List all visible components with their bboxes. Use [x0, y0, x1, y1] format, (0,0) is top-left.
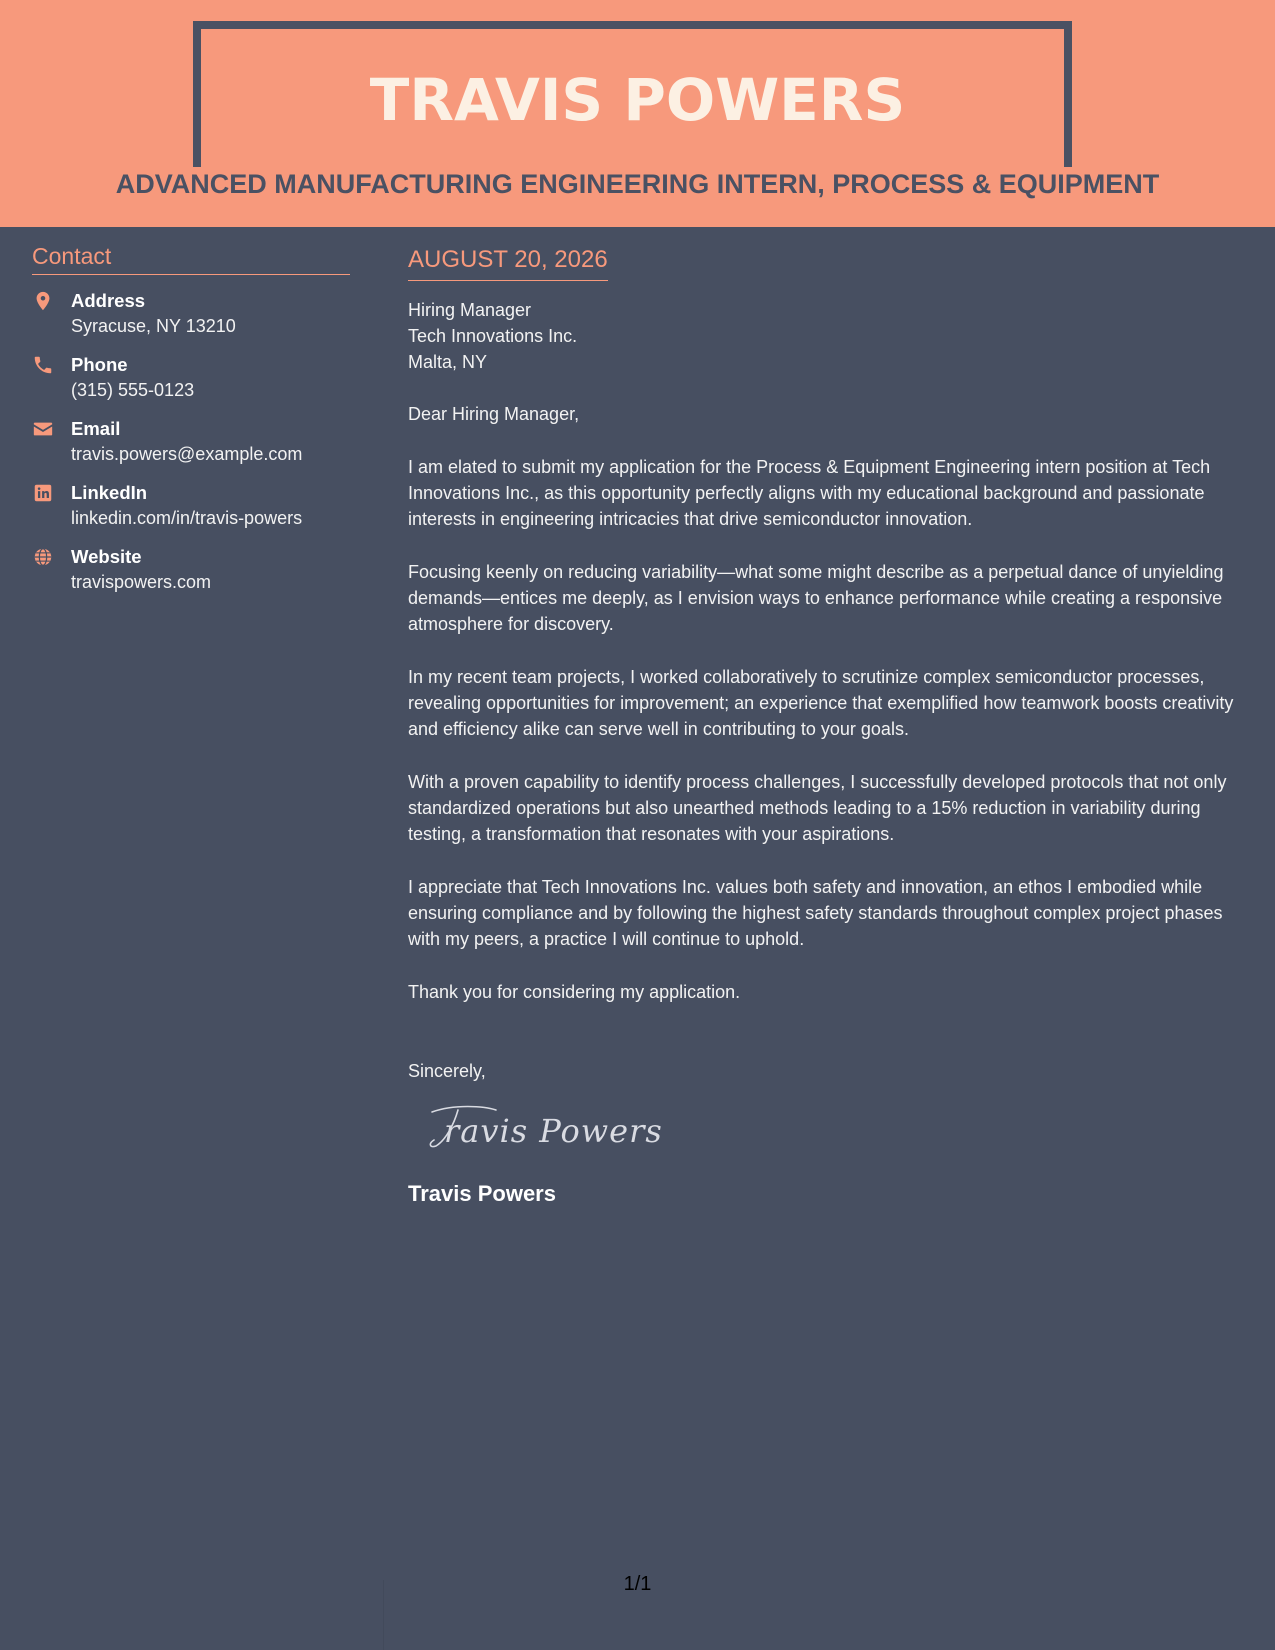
envelope-icon: [32, 418, 54, 440]
letter-body: [408, 245, 1254, 1209]
contact-label: Email: [71, 418, 121, 439]
phone-icon: [32, 354, 54, 376]
linkedin-value: linkedin.com/in/travis-powers: [71, 508, 303, 528]
address-value: Syracuse, NY 13210: [71, 316, 236, 336]
thank-you-paragraph: Thank you for considering my application.: [408, 982, 741, 1002]
salutation: Dear Hiring Manager,: [408, 404, 580, 424]
recipient-block: [408, 297, 1254, 375]
contact-label: Phone: [71, 354, 128, 375]
contact-label: Website: [71, 546, 142, 567]
contact-sidebar: [32, 241, 350, 595]
page-number: 1/1: [623, 1573, 652, 1595]
body-paragraph: Focusing keenly on reducing variability—what some might describe as a perpetual dance of unyielding demands—entices me deeply, as I envision ways to enhance performance while creating a responsive atmosphere for discovery.: [408, 562, 1224, 634]
contact-item-phone: [32, 352, 350, 403]
recipient-line: Tech Innovations Inc.: [408, 326, 578, 346]
letter-date: AUGUST 20, 2026: [408, 245, 608, 281]
contact-item-address: [32, 288, 350, 339]
header-banner: [0, 0, 1275, 227]
linkedin-icon: [32, 482, 54, 504]
body-paragraph: In my recent team projects, I worked collaboratively to scrutinize complex semiconductor processes, revealing opportunities for improvement; an experience that exemplified how teamwork boosts creativity and efficiency alike can serve well in contributing to your goals.: [408, 667, 1234, 739]
contact-label: LinkedIn: [71, 482, 148, 503]
globe-icon: [32, 546, 54, 568]
job-title: ADVANCED MANUFACTURING ENGINEERING INTERN, PROCESS & EQUIPMENT: [115, 169, 1160, 199]
recipient-line: Malta, NY: [408, 352, 488, 372]
column-divider: [383, 1580, 384, 1650]
contact-item-email: [32, 416, 350, 467]
signer-name: Travis Powers: [408, 1181, 556, 1206]
body-paragraph: With a proven capability to identify process challenges, I successfully developed protocols that not only standardized operations but also unearthed methods leading to a 15% reduction in variability during testing, a transformation that resonates with your aspirations.: [408, 772, 1227, 844]
contact-label: Address: [71, 290, 146, 311]
signature-image: [424, 1098, 674, 1158]
recipient-line: Hiring Manager: [408, 300, 532, 320]
contact-item-linkedin: [32, 480, 350, 531]
website-value: travispowers.com: [71, 572, 212, 592]
contact-item-website: [32, 544, 350, 595]
closing: Sincerely,: [408, 1061, 486, 1081]
map-pin-icon: [32, 290, 54, 312]
contact-heading: Contact: [32, 241, 350, 275]
email-value: travis.powers@example.com: [71, 444, 303, 464]
svg-text:ravis Powers: ravis Powers: [444, 1112, 663, 1150]
phone-value: (315) 555-0123: [71, 380, 195, 400]
body-paragraph: I appreciate that Tech Innovations Inc. values both safety and innovation, an ethos I embodied while ensuring compliance and by following the highest safety standards throughout complex project phases with my peers, a practice I will continue to uphold.: [408, 877, 1223, 949]
body-paragraph: I am elated to submit my application for the Process & Equipment Engineering intern position at Tech Innovations Inc., as this opportunity perfectly aligns with my educational background and passionate interests in engineering intricacies that drive semiconductor innovation.: [408, 457, 1211, 529]
candidate-name: TRAVIS POWERS: [369, 66, 906, 134]
